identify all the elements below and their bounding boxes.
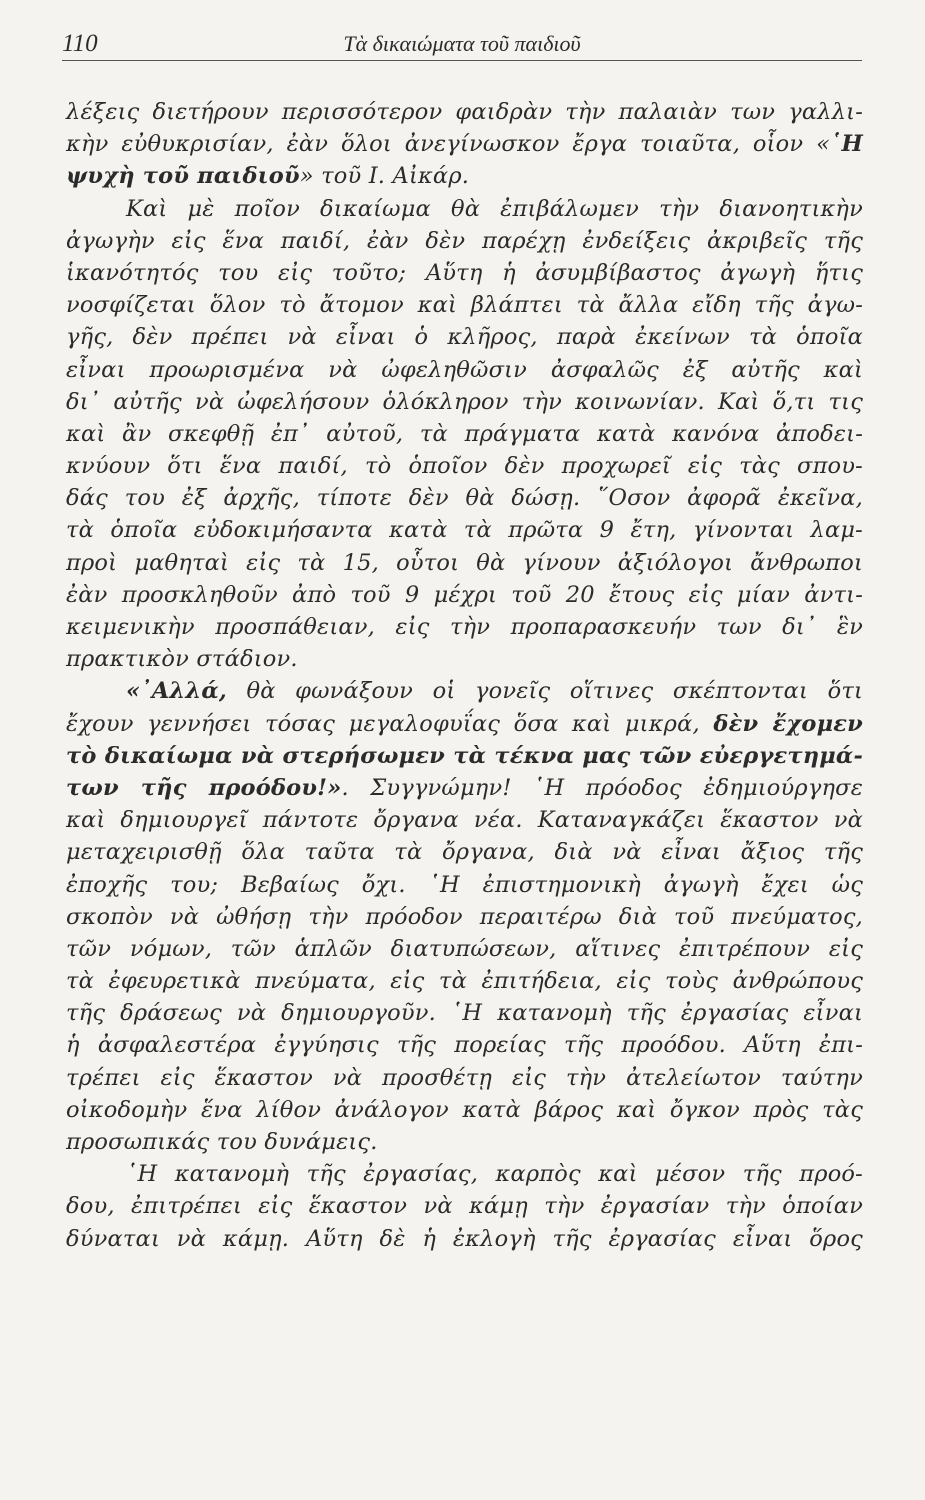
line-text: θὰ φωνάξουν οἱ γονεῖς οἵτινες σκέπτονται ὅτι: [226, 678, 863, 705]
text-line: [66, 1062, 863, 1094]
text-line: [66, 740, 863, 772]
text-line: [66, 997, 863, 1029]
line-text: σκοπὸν νὰ ὠθήσῃ τὴν πρόοδον περαιτέρω διὰ τοῦ πνεύματος,: [66, 903, 863, 930]
text-line: [66, 482, 863, 514]
bold-text: «᾿Αλλά,: [126, 678, 227, 705]
text-line: [66, 96, 863, 128]
text-line: [66, 611, 863, 643]
text-line: [66, 450, 863, 482]
line-text: καὶ δημιουργεῖ πάντοτε ὄργανα νέα. Καταναγκάζει ἕκαστον νὰ: [66, 807, 863, 834]
line-text: τὰ ὁποῖα εὐδοκιμήσαντα κατὰ τὰ πρῶτα 9 ἔτη, γίνονται λαμ-: [66, 517, 863, 544]
line-text: ἐποχῆς του; Βεβαίως ὄχι. ῾Η ἐπιστημονικὴ ἀγωγὴ ἔχει ὡς: [66, 871, 863, 898]
line-text: δύναται νὰ κάμῃ. Αὕτη δὲ ἡ ἐκλογὴ τῆς ἐργασίας εἶναι ὅρος: [66, 1225, 863, 1252]
text-line: [66, 804, 863, 836]
text-line: [66, 1029, 863, 1061]
page-body: [66, 96, 863, 1255]
line-text: . Συγγνώμην! ῾Η πρόοδος ἐδημιούργησε: [341, 774, 863, 801]
text-line: [66, 418, 863, 450]
line-text: δι᾿ αὐτῆς νὰ ὠφελήσουν ὁλόκληρον τὴν κοινωνίαν. Καὶ ὅ,τι τις: [66, 388, 863, 415]
text-line: [66, 708, 863, 740]
text-line: [66, 965, 863, 997]
text-line: [66, 933, 863, 965]
running-title: Τὰ δικαιώματα τοῦ παιδιοῦ: [343, 31, 581, 56]
line-text: τῆς δράσεως νὰ δημιουργοῦν. ῾Η κατανομὴ τῆς ἐργασίας εἶναι: [66, 1000, 863, 1027]
bold-text: των τῆς προόδου!»: [66, 774, 342, 801]
text-line: [66, 128, 863, 160]
line-text: » τοῦ Ι. Αἰκάρ.: [299, 163, 470, 190]
line-text: καὶ ἂν σκεφθῇ ἐπ᾿ αὐτοῦ, τὰ πράγματα κατὰ κανόνα ἀποδει-: [66, 420, 863, 447]
line-text: εἶναι προωρισμένα νὰ ὠφεληθῶσιν ἀσφαλῶς ἐξ αὐτῆς καὶ: [66, 356, 863, 383]
page-number: 110: [62, 30, 98, 57]
text-line: [66, 225, 863, 257]
text-line: [66, 1158, 863, 1190]
line-text: κνύουν ὅτι ἕνα παιδί, τὸ ὁποῖον δὲν προχωρεῖ εἰς τὰς σπου-: [66, 453, 863, 480]
bold-text: ψυχὴ τοῦ παιδιοῦ: [66, 163, 300, 190]
line-text: οἰκοδομὴν ἕνα λίθον ἀνάλογον κατὰ βάρος καὶ ὄγκον πρὸς τὰς: [66, 1096, 863, 1123]
text-line: [66, 1094, 863, 1126]
text-line: [66, 869, 863, 901]
line-text: ἔχουν γεννήσει τόσας μεγαλοφυΐας ὅσα καὶ μικρά,: [66, 710, 714, 737]
line-text: πρακτικὸν στάδιον.: [66, 646, 298, 673]
line-text: κὴν εὐθυκρισίαν, ἐὰν ὅλοι ἀνεγίνωσκον ἔργα τοιαῦτα, οἷον «: [66, 131, 831, 158]
text-line: [66, 289, 863, 321]
bold-text: ῾Η: [830, 131, 863, 158]
text-line: [66, 386, 863, 418]
page-header: [62, 28, 862, 61]
text-line: [66, 772, 863, 804]
text-line: [66, 257, 863, 289]
text-line: [66, 321, 863, 353]
line-text: τῶν νόμων, τῶν ἁπλῶν διατυπώσεων, αἵτινες ἐπιτρέπουν εἰς: [66, 935, 863, 962]
line-text: δάς του ἐξ ἀρχῆς, τίποτε δὲν θὰ δώσῃ. ῞Οσον ἀφορᾶ ἐκεῖνα,: [66, 485, 863, 512]
line-text: νοσφίζεται ὅλον τὸ ἄτομον καὶ βλάπτει τὰ ἄλλα εἴδη τῆς ἀγω-: [66, 292, 863, 319]
text-line: [66, 901, 863, 933]
text-line: [66, 160, 863, 192]
text-line: [66, 193, 863, 225]
text-line: [66, 1126, 863, 1158]
text-line: [66, 1190, 863, 1222]
text-line: [66, 1223, 863, 1255]
line-text: προὶ μαθηταὶ εἰς τὰ 15, οὗτοι θὰ γίνουν ἀξιόλογοι ἄνθρωποι: [66, 549, 863, 576]
line-text: γῆς, δὲν πρέπει νὰ εἶναι ὁ κλῆρος, παρὰ ἐκείνων τὰ ὁποῖα: [66, 324, 863, 351]
line-text: ἐὰν προσκληθοῦν ἀπὸ τοῦ 9 μέχρι τοῦ 20 ἔτους εἰς μίαν ἀντι-: [66, 581, 863, 608]
line-text: κειμενικὴν προσπάθειαν, εἰς τὴν προπαρασκευήν των δι᾿ ἓν: [66, 614, 863, 640]
line-text: τρέπει εἰς ἕκαστον νὰ προσθέτῃ εἰς τὴν ἀτελείωτον ταύτην: [66, 1064, 863, 1091]
line-text: Καὶ μὲ ποῖον δικαίωμα θὰ ἐπιβάλωμεν τὴν διανοητικὴν: [126, 195, 863, 222]
line-text: ἱκανότητός του εἰς τοῦτο; Αὕτη ἡ ἀσυμβίβαστος ἀγωγὴ ἥτις: [66, 259, 863, 286]
text-line: [66, 514, 863, 546]
line-text: ῾Η κατανομὴ τῆς ἐργασίας, καρπὸς καὶ μέσον τῆς προό-: [126, 1161, 863, 1188]
text-line: [66, 836, 863, 868]
bold-text: τὸ δικαίωμα νὰ στερήσωμεν τὰ τέκνα μας τῶν εὐεργετημά-: [66, 742, 863, 769]
line-text: ἡ ἀσφαλεστέρα ἐγγύησις τῆς πορείας τῆς προόδου. Αὕτη ἐπι-: [66, 1032, 863, 1059]
line-text: ἀγωγὴν εἰς ἕνα παιδί, ἐὰν δὲν παρέχῃ ἐνδείξεις ἀκριβεῖς τῆς: [66, 227, 863, 254]
text-line: [66, 643, 863, 675]
text-line: [66, 547, 863, 579]
line-text: τὰ ἐφευρετικὰ πνεύματα, εἰς τὰ ἐπιτήδεια, εἰς τοὺς ἀνθρώπους: [66, 968, 863, 995]
line-text: δου, ἐπιτρέπει εἰς ἕκαστον νὰ κάμῃ τὴν ἐργασίαν τὴν ὁποίαν: [66, 1193, 863, 1220]
bold-text: δὲν ἔχομεν: [713, 710, 863, 737]
text-line: [66, 579, 863, 611]
line-text: προσωπικάς του δυνάμεις.: [66, 1129, 378, 1155]
line-text: λέξεις διετήρουν περισσότερον φαιδρὰν τὴν παλαιὰν των γαλλι-: [66, 99, 863, 125]
text-line: [66, 354, 863, 386]
text-line: [66, 675, 863, 707]
line-text: μεταχειρισθῇ ὅλα ταῦτα τὰ ὄργανα, διὰ νὰ εἶναι ἄξιος τῆς: [66, 839, 863, 866]
